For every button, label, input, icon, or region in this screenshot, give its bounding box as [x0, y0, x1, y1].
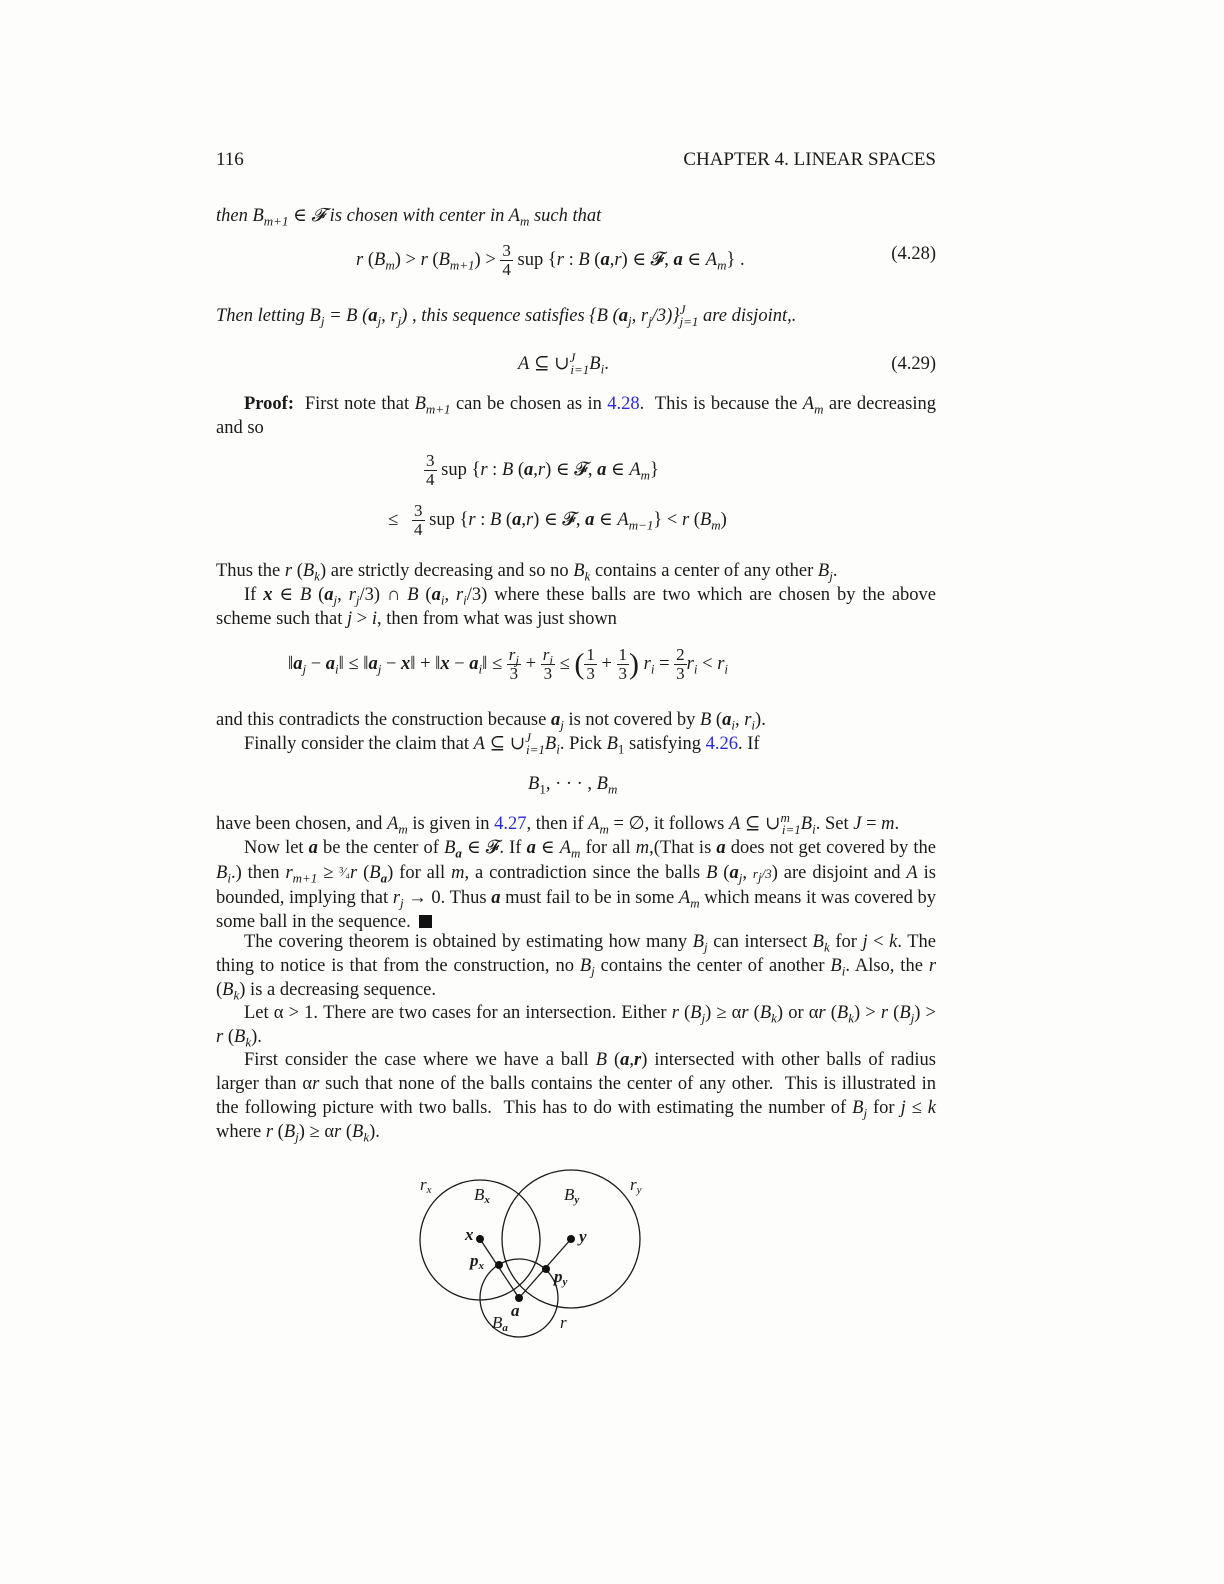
- label-a: a: [511, 1301, 520, 1320]
- equation-4-28: r $(B_m) > r$ $(B_{m+1})$ > $\frac{3}{4}$ sup {r : B (a,r) ∈ 𝓕, a ∈ $A_m$} . (4.28): [356, 241, 936, 279]
- point-px: [495, 1261, 503, 1269]
- label-bx: Bx: [474, 1185, 490, 1206]
- label-by: By: [564, 1185, 580, 1206]
- label-py: py: [554, 1267, 568, 1288]
- point-x: [476, 1235, 484, 1243]
- body-text: Thus the r $(B_k)$ are strictly decreasing and so no $B_k$ contains a center of any other $B_j$.: [216, 561, 838, 584]
- qed-square-icon: [419, 915, 432, 928]
- norm-inequality: $‖a_j$ − $a_i‖$ ≤ $‖a_j$ − x‖ + ‖x − $a_i‖$ ≤ $\frac{r_j}{3}$ + $\frac{r_i}{3}$ ≤ ( $\frac{1}{3}$ + $\frac{1}{3}$ ) $r_i$ = $\frac{2}{3}$ $r_i < r_i$: [288, 645, 729, 683]
- label-ry: ry: [630, 1175, 642, 1196]
- label-x: x: [465, 1225, 474, 1244]
- equation-4-29: A ⊆ $\cup^J_{i=1}B_i$. (4.29): [518, 349, 936, 377]
- page: [216, 0, 936, 1584]
- body-text: Let α > 1. There are two cases for an intersection. Either r $(B_j) \ge \alpha r$ $(B_k)$ or αr $(B_k) > r$ $(B_j) > r$ $(B_k)$.: [216, 1003, 936, 1050]
- ref-4-27[interactable]: 4.27: [494, 814, 527, 834]
- body-text: Now let a be the center of $B_a$ ∈ 𝓕. If a ∈ $A_m$ for all m,(That is a does not get covered by the $B_i$.) then $r_{m+1}$ ≥ ³⁄₄r $(B_a)$ for all m, a contradiction since the balls B ($a_j$, $r_j/3$) are disjoint and A is bounded, implying that $r_j \to 0$. Thus a must fail to be in some $A_m$ which means it was covered by some ball in the sequence.: [216, 838, 937, 932]
- label-r: r: [560, 1313, 567, 1332]
- point-py: [542, 1265, 550, 1273]
- proof-label: Proof:: [244, 394, 294, 414]
- point-y: [567, 1235, 575, 1243]
- label-y: y: [579, 1227, 587, 1246]
- inequality-line-2: ≤ $\frac{3}{4}$ sup {r : B (a,r) ∈ 𝓕, a ∈ $A_{m-1}\} < r$ $(B_m)$: [388, 501, 727, 539]
- body-text: If x ∈ B ($a_j$, $r_j/3$) ∩ B ($a_i$, $r_i/3$) where these balls are two which are chosen by the above scheme such that j > i, then from what was just shown: [216, 585, 936, 629]
- body-text: First consider the case where we have a ball B (a,r) intersected with other balls of radius larger than αr such that none of the balls contains the center of any other. This is illustrated in the following picture with two balls. This has to do with estimating the number of $B_j$ for j ≤ k where r $(B_j) \ge \alpha r$ $(B_k)$.: [216, 1050, 937, 1145]
- body-text: The covering theorem is obtained by estimating how many $B_j$ can intersect $B_k$ for j < k. The thing to notice is that from the construction, no $B_j$ contains the center of another $B_i$. Also, the r $(B_k)$ is a decreasing sequence.: [216, 932, 937, 1003]
- theorem-text-line: then $B_{m+1}$ ∈ 𝓕 is chosen with center in $A_m$ such that: [216, 206, 602, 229]
- ref-4-26[interactable]: 4.26: [705, 734, 738, 754]
- label-ba: Ba: [492, 1313, 508, 1334]
- chapter-title: CHAPTER 4. LINEAR SPACES: [683, 149, 936, 170]
- theorem-text-line: Then letting $B_j = B$ ($a_j$, $r_j$) , this sequence satisfies {B ($a_j$, $r_j/3)\}^J_{j=1}$ are disjoint,.: [216, 301, 797, 329]
- body-text: have been chosen, and $A_m$ is given in 4.27, then if $A_m$ = ∅, it follows A ⊆ $\cup^m_{i=1}B_i$. Set J = m.: [216, 809, 900, 837]
- sequence-line: $B_1$, · · · , $B_m$: [528, 774, 618, 797]
- equation-tag: (4.28): [891, 244, 936, 264]
- body-text: and this contradicts the construction because $a_j$ is not covered by B ($a_i$, $r_i$).: [216, 710, 766, 733]
- body-text: Finally consider the claim that A ⊆ $\cup^J_{i=1}B_i$. Pick $B_1$ satisfying 4.26. If: [244, 729, 760, 757]
- ball-intersection-figure: [406, 1160, 666, 1350]
- label-px: px: [470, 1251, 484, 1272]
- equation-tag: (4.29): [891, 354, 936, 374]
- proof-paragraph: Proof: First note that $B_{m+1}$ can be chosen as in 4.28. This is because the $A_m$ are decreasing and so: [216, 394, 936, 438]
- label-rx: rx: [420, 1175, 432, 1196]
- ref-4-28[interactable]: 4.28: [607, 394, 640, 414]
- inequality-line-1: $\frac{3}{4}$ sup {r : B (a,r) ∈ 𝓕, a ∈ $A_m$}: [426, 451, 659, 489]
- page-number: 116: [216, 149, 244, 170]
